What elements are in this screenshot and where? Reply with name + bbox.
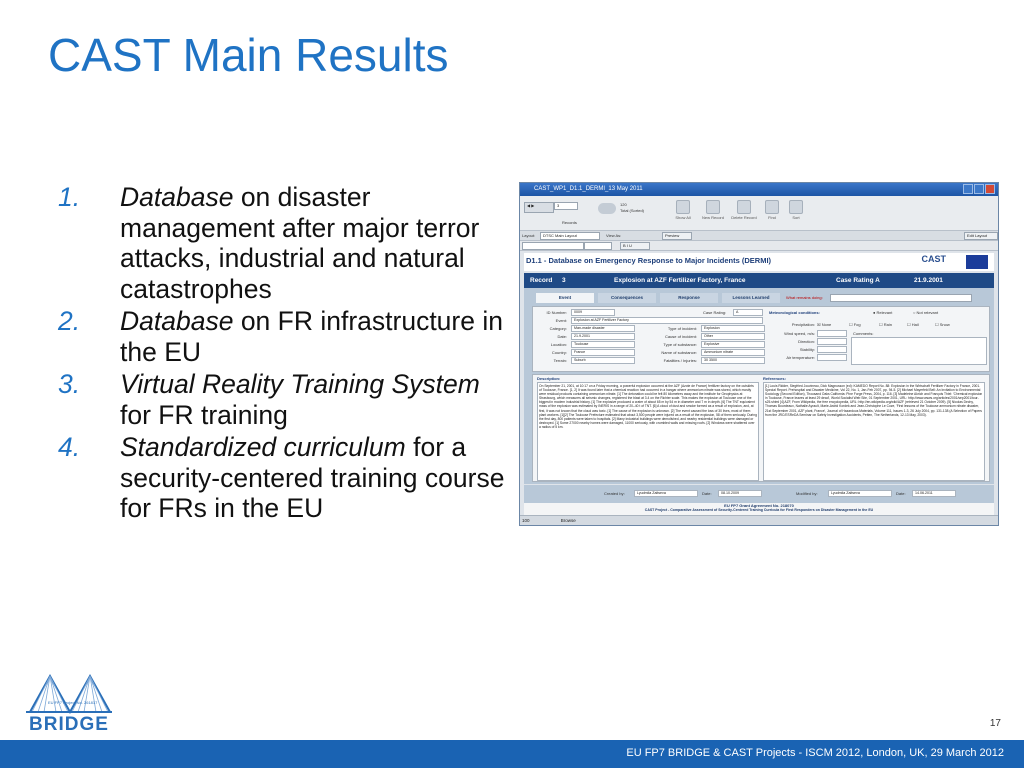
list-item: 4. Standardized curriculum for a security-centered training course for FRs in the EU — [58, 432, 505, 523]
mode-indicator[interactable]: Browse — [560, 518, 576, 523]
maximize-icon[interactable] — [974, 184, 984, 194]
precip-hail[interactable]: ☐ Hail — [907, 322, 919, 327]
description-text[interactable]: On September 21, 2001, at 10:17 on a Friday morning, a powerful explosion occurred at the AZF (Azote de France) fertilizer factory on the outskirts of Toulouse, France. [1, 2] It was found later that a chemical reaction had occurred in a hangar where ammonium nitrate was stored, which mostly were residual products containing ammonium nitrate. [1] The detonation could be felt 80 kilometres away and the institute for Geophysics at Strasbourg, which measures all seismic changes, registered the blast at 3.4 on the Richter scale. This makes the explosion at Toulouse one of the biggest in modern industrial history. [1] The explosive produced a crater of about 65 m by 54 m in diameter and 7 m in depth. [6] The TNT equivalent mass of the explosion was estimated by INERIS in a range of 20–40 t of TNT. [6] A cloud of dust and smoke formed as a result of explosion, and, at first, it was not known that the cloud was toxic. [1] The cause of the explosion is unknown. [2] The event caused the loss of 30 lives, most of them plant workers. [1][2] The Toulouse Prefecture estimated that about 3,500 people were injured as a result of the explosion, 58 of them seriously. During the first day, 800 patients were taken to hospitals. [2] Many industrial buildings were demolished, and nearby residential buildings were damaged or destroyed. [1] Some 27000 nearby homes were damaged, 11000 seriously, with crumbled walls and missing roofs. [2] Windows were shattered over a radius of 5 km. — [537, 382, 759, 481]
close-icon[interactable] — [985, 184, 995, 194]
incident-type-field[interactable]: Explosion — [701, 325, 765, 332]
font-select[interactable] — [522, 242, 584, 250]
incident-cause-field[interactable]: Other — [701, 333, 765, 340]
minimize-icon[interactable] — [963, 184, 973, 194]
window-titlebar — [520, 183, 998, 196]
terrain-field[interactable]: Suburb — [571, 357, 635, 364]
created-by-field[interactable]: Lyudmila Zaitseva — [634, 490, 698, 497]
list-item: 3. Virtual Reality Training System for FR training — [58, 369, 480, 430]
page-number: 17 — [989, 718, 1001, 729]
stability-field[interactable] — [817, 346, 847, 353]
results-list — [58, 182, 508, 526]
substance-name-field[interactable]: Ammonium nitrate — [701, 349, 765, 356]
status-bar — [520, 515, 998, 525]
tab-consequences[interactable]: Consequences — [598, 293, 656, 303]
record-number-input[interactable]: 3 — [554, 202, 578, 210]
database-header — [524, 253, 994, 271]
edit-layout-button[interactable]: Edit Layout — [964, 232, 998, 240]
grant-footer — [524, 503, 994, 515]
database-title: D1.1 - Database on Emergency Response to Major Incidents (DERMI) — [526, 256, 772, 265]
cast-logo: CAST — [921, 254, 946, 264]
case-rating-field[interactable]: A — [733, 309, 763, 316]
layout-select[interactable]: DTSC Main Layout — [540, 232, 600, 240]
precip-none[interactable]: ☒ None — [817, 322, 832, 327]
id-number-field[interactable]: 0009 — [571, 309, 615, 316]
comments-field[interactable] — [851, 337, 987, 365]
logo-subtext: EU FP7 Project No. 261817 — [48, 700, 98, 705]
find-button[interactable]: Find — [762, 200, 782, 220]
tab-response[interactable]: Response — [660, 293, 718, 303]
slide-title: CAST Main Results — [48, 29, 449, 81]
footer-text: EU FP7 BRIDGE & CAST Projects - ISCM 2012, London, UK, 29 March 2012 — [626, 747, 1004, 759]
record-card — [524, 288, 994, 484]
record-metadata: Created by: Lyudmila Zaitseva Date: 08.10.2009 Modified by: Lyudmila Zaitseva Date: 14.06.2011 — [524, 485, 994, 503]
records-label: Records — [562, 220, 577, 225]
new-record-button[interactable]: New Record — [700, 200, 726, 220]
event-field[interactable]: Explosion at AZF Fertilizer Factory — [571, 317, 763, 324]
list-item: 2. Database on FR infrastructure in the EU — [58, 306, 503, 367]
direction-field[interactable] — [817, 338, 847, 345]
modified-date-field[interactable]: 14.06.2011 — [912, 490, 956, 497]
tab-lessons-learned[interactable]: Lessons Learned — [722, 293, 780, 303]
total-label: Total (Sorted) — [620, 208, 645, 213]
casualties-field[interactable]: 30 3500 — [701, 357, 765, 364]
window-title: CAST_WP1_D1.1_DERMI_13 May 2011 — [534, 186, 643, 192]
sort-button[interactable]: Sort — [786, 200, 806, 220]
tab-event[interactable]: Event — [536, 293, 594, 303]
created-date-field[interactable]: 08.10.2009 — [718, 490, 762, 497]
delete-record-button[interactable]: Delete Record — [728, 200, 760, 220]
format-bar — [520, 241, 998, 251]
logo-text: BRIDGE — [29, 714, 109, 735]
precip-fog[interactable]: ☐ Fog — [849, 322, 861, 327]
bridge-logo — [24, 670, 114, 736]
wind-field[interactable] — [817, 330, 847, 337]
grant-text: EU FP7 Grant Agreement No. 218070 — [724, 503, 794, 508]
total-value: 120 — [620, 202, 627, 207]
location-field[interactable]: Toulouse — [571, 341, 635, 348]
radio-not-relevant[interactable]: ○ Not relevant — [913, 310, 939, 315]
project-text: CAST Project - Comparative Assessment of Security-Centered Training Curricula for First Responders on Disaster Management in the EU — [644, 508, 874, 512]
references-text[interactable]: [1] Louis Ridder, Siegfried Jouvineau, Dick Magnusson (ed): KAMEDO Report No. 88: Explosion in the Wirtschaft Fertilizer Factory in France, 2001. Special Report. Prehospital and Disaster Medicine, Vol 22, No. 1, Jan-Feb 2007, pp. 94-5. [2] Michael Mayerfeld Bell: An Invitation to Environmental Sociology (Second Edition), Thousand Oaks California: Pine Forge Press, 2004, p. 116. [3] Madeleine Akrich and François Thiel: 'Chemical explosion in Toulouse, France leaves at least 29 dead', World Socialist Web Site, 01 September 2001, URL: http://www.wsws.org/articles/2001/sep2001/tour-s25.shtml [4] AZF, From Wikipedia, the free encyclopedia, URL: http://en.wikipedia.org/wiki/AZF (retrieved 21 October 2009). [5] Nicolas Dechy, Thomas Bourdeaux, Nathalie Ayrault, Marie-Astrid Kordek and Jean-Christophe Le Coze, 'First lessons of the Toulouse ammonium nitrate disaster, 21st September 2001, AZF plant, France', Journal of Hazardous Materials, Volume 111, Issues 1-3, 26 July 2004, pp. 131-138 (A Selection of Papers from the JRC/ESReDA Seminar on Safety Investigation Accidents, Petten, The Netherlands, 12-13 May, 2003). — [763, 382, 985, 481]
status-toolbar — [520, 196, 998, 231]
list-item: 1. Database on disaster management after major terror attacks, industrial and natural catastrophes — [58, 182, 480, 304]
record-nav-arrows[interactable]: ◀ ▶ — [524, 202, 554, 213]
record-header: Record 3 Explosion at AZF Fertilizer Factory, France Case Rating A 21.9.2001 — [524, 273, 994, 288]
record-title: Explosion at AZF Fertilizer Factory, France — [614, 277, 746, 284]
remaining-note: What remains doing: — [786, 295, 823, 300]
bridge-logo-icon — [24, 670, 114, 714]
event-panel: ID Number: 0009 Event: Explosion at AZF Fertilizer Factory Category: Man-made disaster Date: 21.9.2001 Location: Toulouse Country: France Terrain: Suburb Case Rating: A Type of incident: Explosion Cause of incident: Other Type of substance: Explosive Name of substance: Ammonium nitrate Fatalities / Injuries: 30 3500 Meteorological conditions: ● Relevant ○ Not relevant Precipitation: ☒ None ☐ Fog ☐ Rain ☐ Hail ☐ Snow Wind speed, m/s: Comments: Direction: Stability: Air temperature: — [532, 306, 990, 372]
pie-icon — [598, 203, 616, 214]
modified-by-field[interactable]: Lyudmila Zaitseva — [828, 490, 892, 497]
country-field[interactable]: France — [571, 349, 635, 356]
radio-relevant[interactable]: ● Relevant — [873, 310, 893, 315]
footer-bar — [0, 740, 1024, 768]
zoom-level[interactable]: 100 — [522, 518, 530, 523]
size-select[interactable] — [584, 242, 612, 250]
show-all-button[interactable]: Show All — [670, 200, 696, 220]
substance-type-field[interactable]: Explosive — [701, 341, 765, 348]
eu-flag-icon — [966, 255, 988, 269]
bold-italic-underline[interactable]: B I U — [620, 242, 650, 250]
precip-snow[interactable]: ☐ Snow — [935, 322, 950, 327]
layout-bar: Layout: DTSC Main Layout View As: Preview Edit Layout — [520, 231, 998, 241]
precip-rain[interactable]: ☐ Rain — [879, 322, 892, 327]
text-panel: Description: On September 21, 2001, at 10:17 on a Friday morning, a powerful explosion occurred at the AZF (Azote de France) fertilizer factory on the outskirts of Toulouse, France. [1, 2] It was found later that a chemical reaction had occurred in a hangar where ammonium nitrate was stored, which mostly were residual products containing ammonium nitrate. [1] The detonation could be felt 80 kilometres away and the institute for Geophysics at Strasbourg, which measures all seismic changes, registered the blast at 3.4 on the Richter scale. This makes the explosion at Toulouse one of the biggest in modern industrial history. [1] The explosive produced a crater of about 65 m by 54 m in diameter and 7 m in depth. [6] The TNT equivalent mass of the explosion was estimated by INERIS in a range of 20–40 t of TNT. [6] A cloud of dust and smoke formed as a result of explosion, and, at first, it was not known that the cloud was toxic. [1] The cause of the explosion is unknown. [2] The event caused the loss of 30 lives, most of them plant workers. [1][2] The Toulouse Prefecture estimated that about 3,500 people were injured as a result of the explosion, 58 of them seriously. During the first day, 800 patients were taken to hospitals. [2] Many industrial buildings were demolished, and nearby residential buildings were damaged or destroyed. [1] Some 27000 nearby homes were damaged, 11000 seriously, with crumbled walls and missing roofs. [2] Windows were shattered over a radius of 5 km. References: [1] Louis Ridder, Siegfried Jouvineau, Dick Magnusson (ed): KAMEDO Report No. 88: Explosion in the Wirtschaft Fertilizer Factory in France, 2001. Special Report. Prehospital and Disaster Medicine, Vol 22, No. 1, Jan-Feb 2007, pp. 94-5. [2] Michael Mayerfeld Bell: An Invitation to Environmental Sociology (Second Edition), Thousand Oaks California: Pine Forge Press, 2004, p. 116. [3] Madeleine Akrich and François Thiel: 'Chemical explosion in Toulouse, France leaves at least 29 dead', World Socialist Web Site, 01 September 2001, URL: http://www.wsws.org/articles/2001/sep2001/tour-s25.shtml [4] AZF, From Wikipedia, the free encyclopedia, URL: http://en.wikipedia.org/wiki/AZF (retrieved 21 October 2009). [5] Nicolas Dechy, Thomas Bourdeaux, Nathalie Ayrault, Marie-Astrid Kordek and Jean-Christophe Le Coze, 'First lessons of the Toulouse ammonium nitrate disaster, 21st September 2001, AZF plant, France', Journal of Hazardous Materials, Volume 111, Issues 1-3, 26 July 2004, pp. 131-138 (A Selection of Papers from the JRC/ESReDA Seminar on Safety Investigation Accidents, Petten, The Netherlands, 12-13 May, 2003). — [532, 374, 990, 482]
date-field[interactable]: 21.9.2001 — [571, 333, 635, 340]
preview-button[interactable]: Preview — [662, 232, 692, 240]
category-field[interactable]: Man-made disaster — [571, 325, 635, 332]
filemaker-window — [519, 182, 999, 526]
air-temp-field[interactable] — [817, 354, 847, 361]
